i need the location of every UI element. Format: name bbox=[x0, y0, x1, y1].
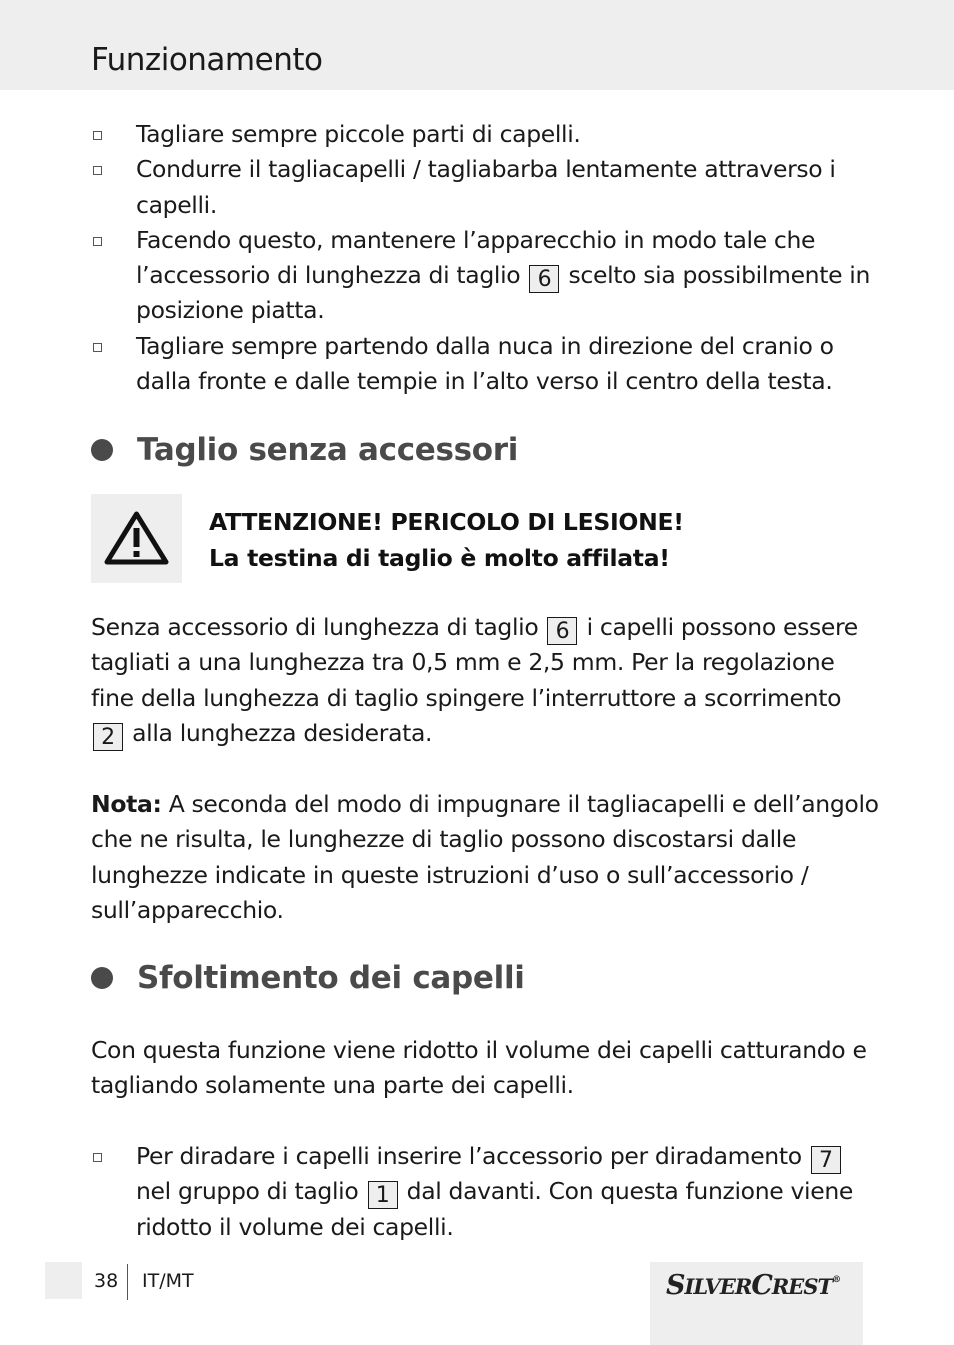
section-heading-text: Taglio senza accessori bbox=[137, 432, 519, 468]
warning-message bbox=[209, 505, 684, 576]
section-heading-text: Sfoltimento dei capelli bbox=[137, 960, 525, 996]
part-reference-badge: 1 bbox=[368, 1181, 398, 1209]
warning-title: ATTENZIONE! PERICOLO DI LESIONE! bbox=[209, 508, 684, 536]
part-reference-badge: 7 bbox=[811, 1146, 841, 1174]
thinning-bullet-list bbox=[91, 1139, 881, 1245]
note-paragraph bbox=[91, 787, 881, 928]
part-reference-badge: 6 bbox=[547, 617, 577, 645]
list-item-text: nel gruppo di taglio bbox=[136, 1177, 359, 1206]
list-item bbox=[91, 152, 881, 223]
brand-name: SILVERCREST bbox=[666, 1270, 833, 1301]
square-bullet-icon bbox=[93, 131, 102, 140]
footer-page-box bbox=[45, 1262, 82, 1299]
footer-divider bbox=[127, 1264, 128, 1300]
list-item-text: Condurre il tagliacapelli / tagliabarba lentamente attraverso i capelli. bbox=[136, 155, 836, 219]
paragraph-no-accessory bbox=[91, 610, 881, 751]
list-item-text: scelto sia possibilmente in posizione piatta. bbox=[136, 261, 871, 325]
page-number: 38 bbox=[94, 1270, 119, 1292]
brand-logo bbox=[666, 1270, 840, 1301]
list-item bbox=[91, 329, 881, 400]
list-item-text: Per diradare i capelli inserire l’accessorio per diradamento bbox=[136, 1142, 802, 1170]
registered-mark: ® bbox=[832, 1275, 841, 1285]
list-item bbox=[91, 1139, 881, 1245]
warning-icon-box bbox=[91, 494, 182, 583]
square-bullet-icon bbox=[93, 237, 102, 246]
warning-triangle-icon bbox=[103, 510, 170, 566]
square-bullet-icon bbox=[93, 1153, 102, 1162]
brand-logo-box bbox=[650, 1262, 863, 1345]
section-bullet-icon bbox=[91, 967, 113, 989]
section-bullet-icon bbox=[91, 439, 113, 461]
paragraph-thinning: Con questa funzione viene ridotto il volume dei capelli catturando e tagliando solamente una parte dei capelli. bbox=[91, 1036, 867, 1100]
list-item-text: Tagliare sempre partendo dalla nuca in direzione del cranio o dalla fronte e dalle tempie in l’alto verso il centro della testa. bbox=[136, 331, 834, 396]
part-reference-badge: 2 bbox=[93, 723, 123, 751]
list-item-text: Tagliare sempre piccole parti di capelli. bbox=[136, 120, 581, 148]
list-item bbox=[91, 117, 881, 152]
note-text: A seconda del modo di impugnare il tagliacapelli e dell’angolo che ne risulta, le lunghezze di taglio possono discostarsi dalle lunghezze indicate in queste istruzioni d’uso o sull’accessorio / sull’apparecchio. bbox=[91, 790, 879, 924]
part-reference-badge: 6 bbox=[529, 265, 559, 293]
list-item-text: dal davanti. Con questa funzione viene ridotto il volume dei capelli. bbox=[136, 1177, 853, 1241]
paragraph-text: alla lunghezza desiderata. bbox=[132, 718, 433, 747]
paragraph-text: i capelli possono essere tagliati a una lunghezza tra 0,5 mm e 2,5 mm. Per la regolazione fine della lunghezza di taglio spingere l’interruttore a scorrimento bbox=[91, 613, 858, 712]
note-label: Nota: bbox=[91, 790, 162, 818]
warning-subtitle: La testina di taglio è molto affilata! bbox=[209, 543, 670, 572]
list-item bbox=[91, 223, 881, 329]
intro-bullet-list bbox=[91, 117, 881, 399]
square-bullet-icon bbox=[93, 166, 102, 175]
language-code: IT/MT bbox=[142, 1270, 194, 1292]
paragraph-text: Senza accessorio di lunghezza di taglio bbox=[91, 613, 539, 641]
page-title: Funzionamento bbox=[91, 42, 323, 78]
square-bullet-icon bbox=[93, 343, 102, 352]
list-item-text: Facendo questo, mantenere l’apparecchio in modo tale che l’accessorio di lunghezza di taglio bbox=[136, 225, 816, 290]
